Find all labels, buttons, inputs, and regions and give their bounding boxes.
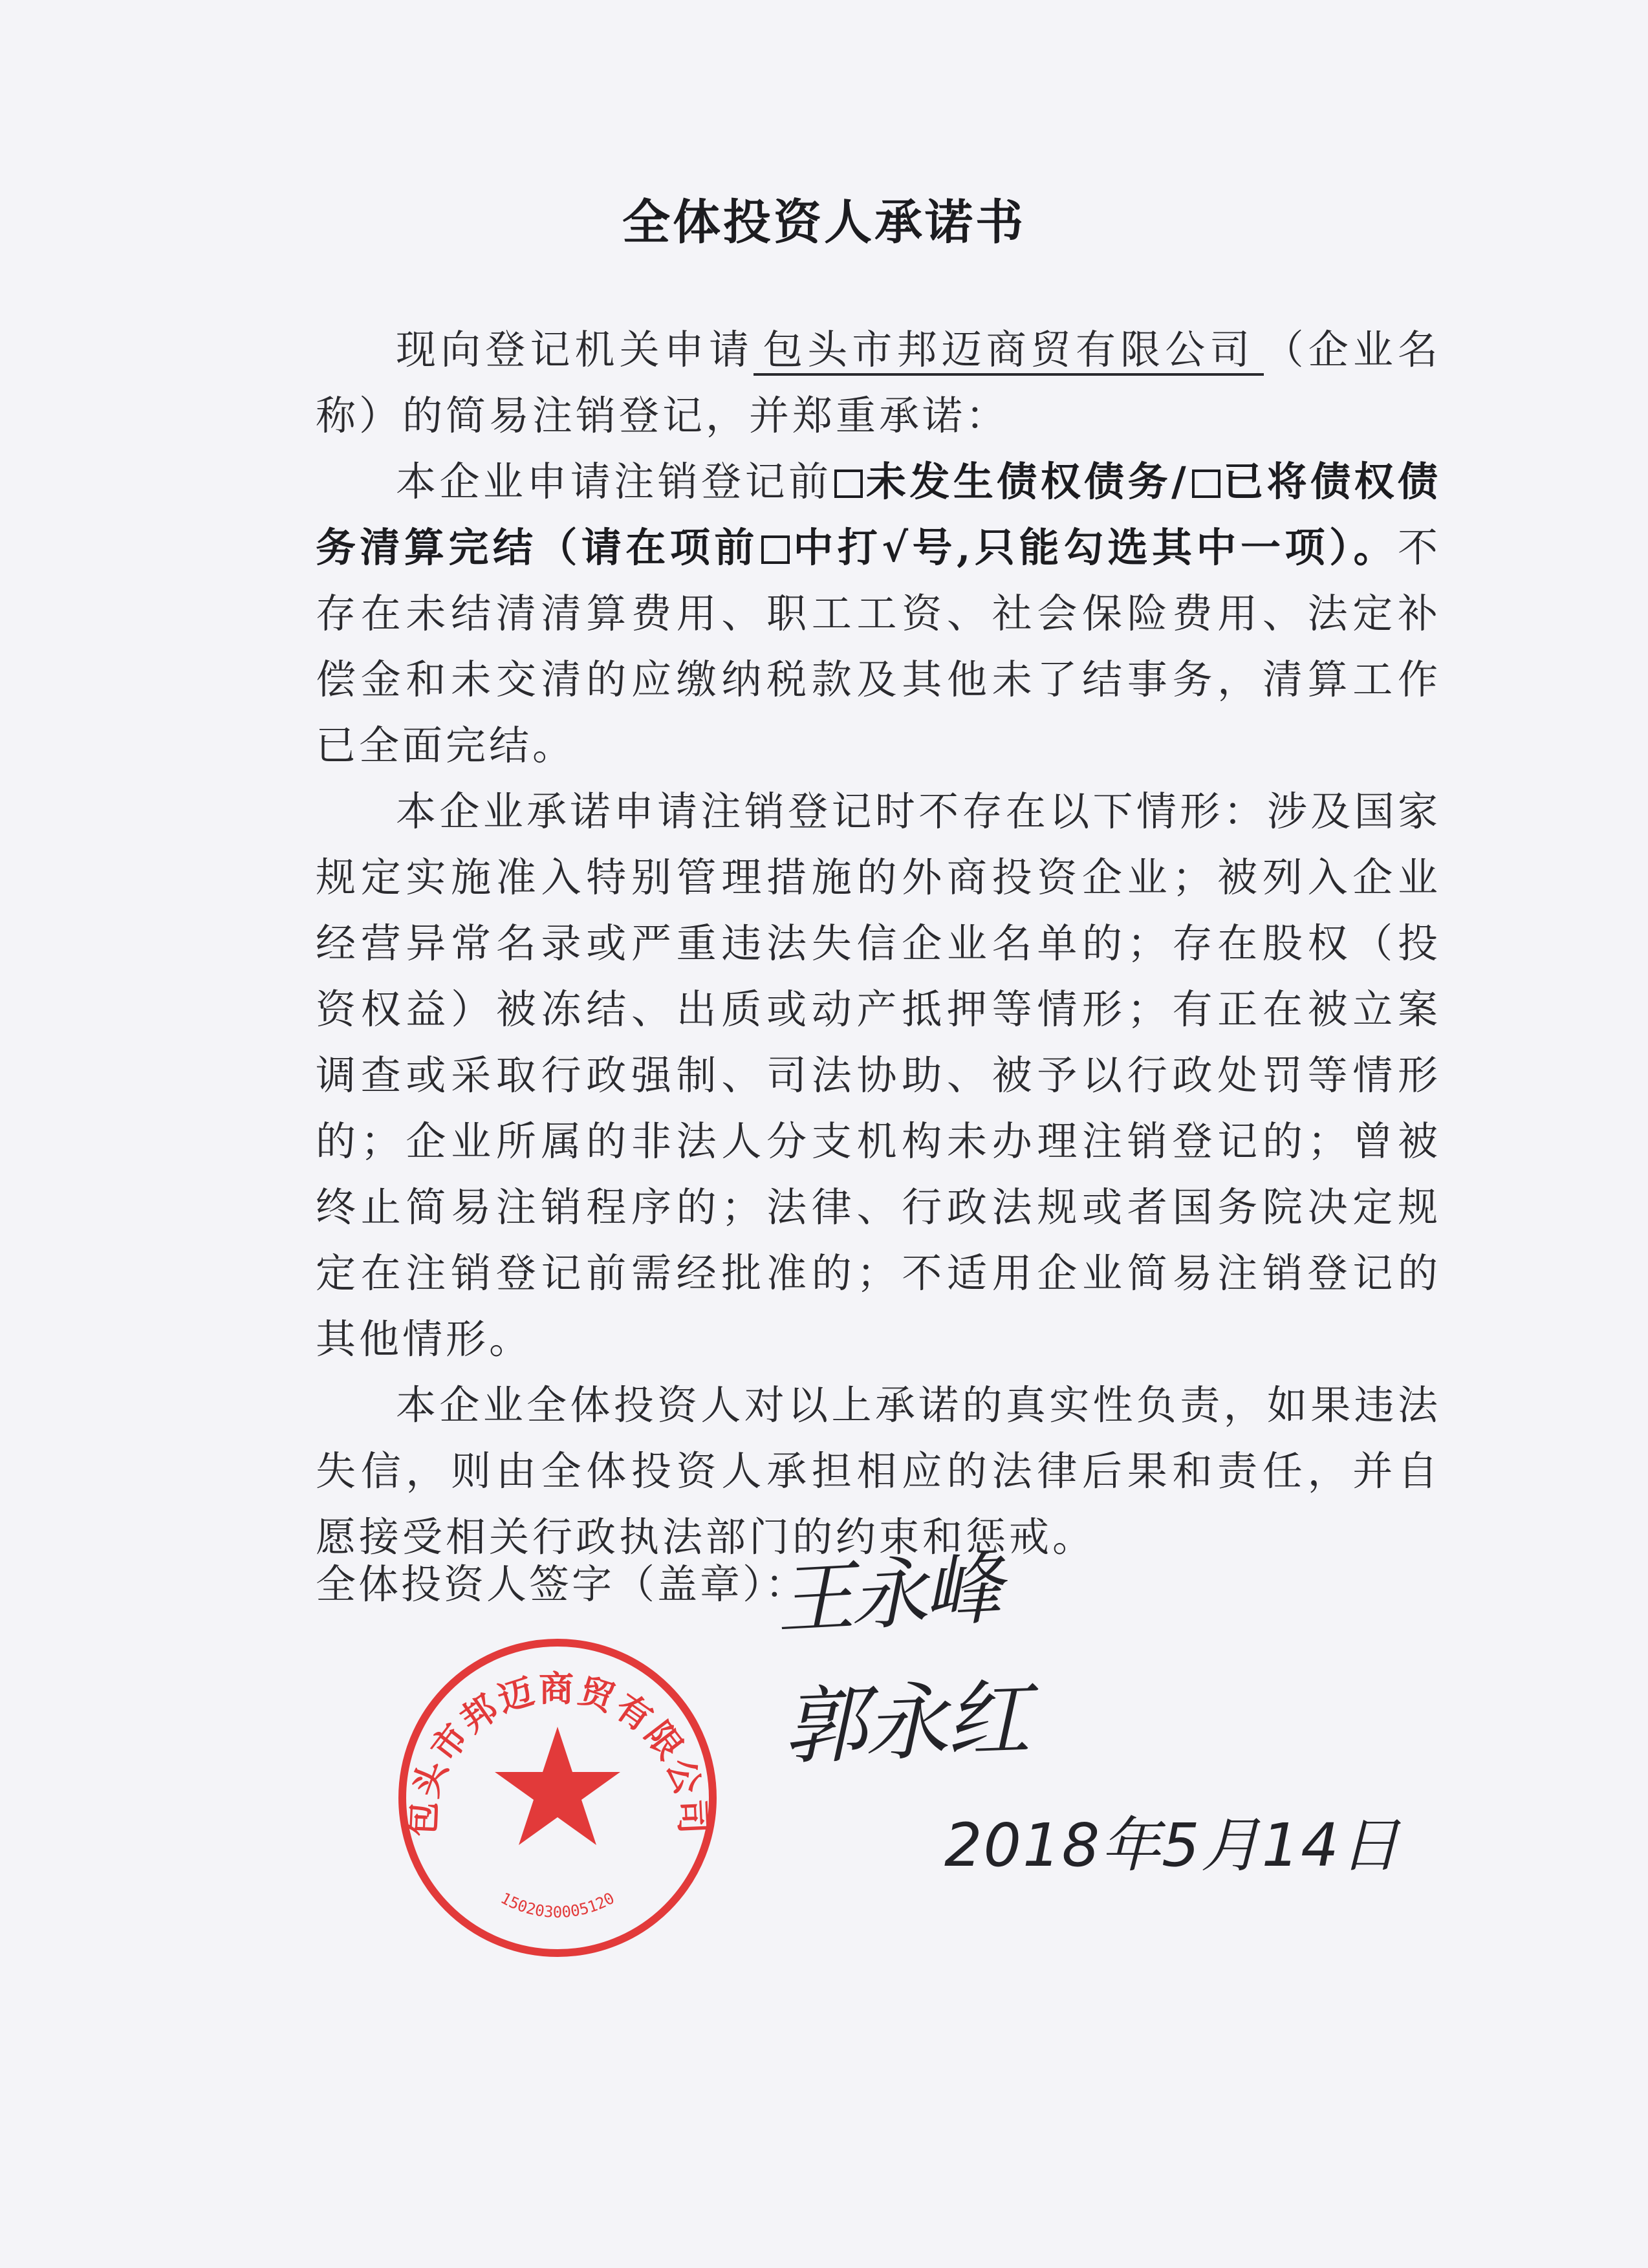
seal-number: 1502030005120 <box>497 1888 618 1921</box>
signature-1: 王永峰 <box>774 1544 1000 1646</box>
signature-date: 2018年5月14日 <box>944 1811 1401 1880</box>
company-seal <box>389 1630 726 1966</box>
star-icon <box>495 1727 620 1845</box>
p2-option-3: 中打√号,只能勾选其中一项）。 <box>792 524 1398 571</box>
paragraph-2 <box>316 449 1441 779</box>
paragraph-3: 本企业承诺申请注销登记时不存在以下情形：涉及国家规定实施准入特别管理措施的外商投资企业；被列入企业经营异常名录或严重违法失信企业名单的；存在股权（投资权益）被冻结、出质或动产抵押等情形；有正在被立案调查或采取行政强制、司法协助、被予以行政处罚等情形的；企业所属的非法人分支机构未办理注销登记的；曾被终止简易注销程序的；法律、行政法规或者国务院决定规定在注销登记前需经批准的；不适用企业简易注销登记的其他情形。 <box>316 788 1441 1363</box>
p2-rest: 不存在未结清清算费用、职工工资、社会保险费用、法定补偿金和未交清的应缴纳税款及其他未了结事务，清算工作已全面完结。 <box>316 524 1441 769</box>
p1-prefix: 现向登记机关申请 <box>396 326 754 373</box>
signature-2: 郭永红 <box>781 1669 1029 1777</box>
company-name: 包头市邦迈商贸有限公司 <box>754 326 1263 376</box>
signature-label: 全体投资人签字（盖章）： <box>316 1561 808 1608</box>
document-title: 全体投资人承诺书 <box>622 195 1026 250</box>
paragraph-4: 本企业全体投资人对以上承诺的真实性负责，如果违法失信，则由全体投资人承担相应的法律后果和责任，并自愿接受相关行政执法部门的约束和惩戒。 <box>316 1381 1441 1561</box>
seal-text: 包头市邦迈商贸有限公司 <box>401 1669 714 1838</box>
document-body <box>316 317 1441 1570</box>
checkbox-icon <box>761 535 790 564</box>
checkbox-icon <box>834 470 863 498</box>
p2-a: 本企业申请注销登记前 <box>396 458 832 505</box>
checkbox-icon <box>1192 470 1220 498</box>
p2-option-1: 未发生债权债务/ <box>865 458 1189 505</box>
paragraph-1 <box>316 317 1441 449</box>
p1-suffix: （企业名称）的简易注销登记，并郑重承诺： <box>316 326 1441 439</box>
p2-option-2: 已将债权债务清算完结（请在项前 <box>316 458 1441 571</box>
